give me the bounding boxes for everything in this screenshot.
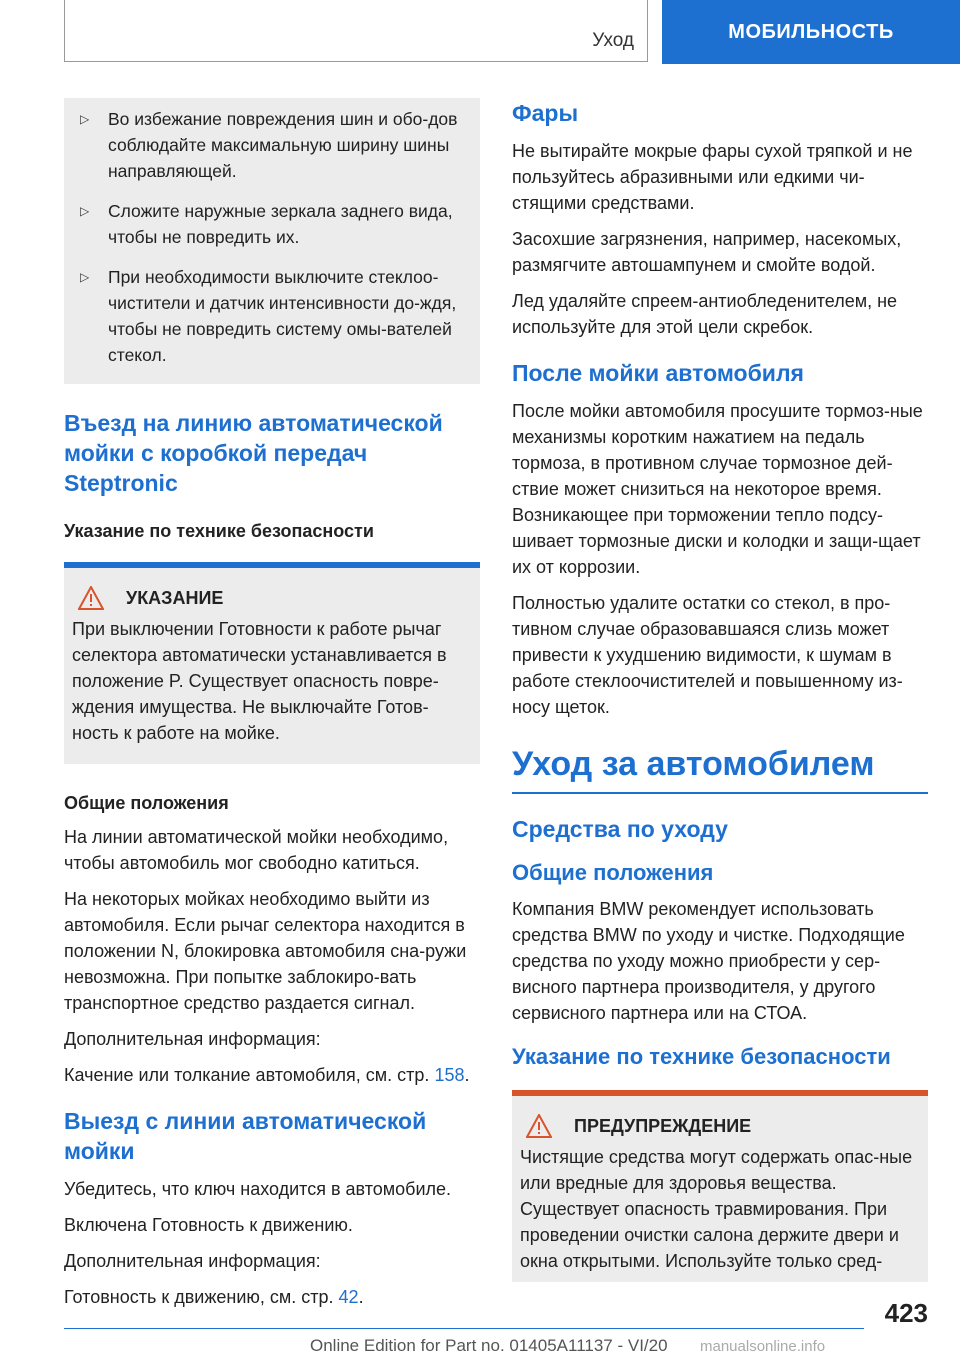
warning-triangle-icon — [526, 1114, 552, 1138]
bullet-box — [64, 98, 480, 384]
footer-brand-watermark: manualsonline.info — [700, 1338, 826, 1355]
section-heading-headlights: Фары — [512, 100, 579, 126]
warning-box — [512, 1096, 928, 1282]
page-number: 423 — [884, 1298, 928, 1328]
warning-title — [520, 1114, 920, 1138]
warning-title-text: ПРЕДУПРЕЖДЕНИЕ — [574, 1115, 752, 1136]
paragraph: Включена Готовность к движению. — [64, 1215, 353, 1235]
paragraph: На линии автоматической мойки необходимо, чтобы автомобиль мог свободно катиться. — [64, 827, 449, 873]
paragraph: Убедитесь, что ключ находится в автомобиле. — [64, 1179, 452, 1199]
header-chapter-tab[interactable]: МОБИЛЬНОСТЬ — [662, 0, 960, 64]
header-section-title: Уход — [592, 30, 634, 51]
subheading-general-right: Общие положения — [512, 860, 714, 885]
paragraph: Не вытирайте мокрые фары сухой тряпкой и не пользуйтесь абразивными или едкими чи-стящими средствами. — [512, 141, 913, 213]
notice-box — [64, 568, 480, 764]
paragraph-rolling: Качение или толкание автомобиля, см. стр. 158. — [64, 1065, 470, 1085]
paragraph: Дополнительная информация: — [64, 1251, 321, 1271]
section-heading-entry: Въезд на линию автоматической мойки с коробкой передач Steptronic — [64, 410, 443, 496]
section-heading-care-means: Средства по уходу — [512, 816, 728, 842]
header-left — [64, 0, 648, 62]
triangle-bullet-icon: ▷ — [80, 204, 90, 218]
page-link-158[interactable]: 158 — [434, 1065, 465, 1085]
subheading-safety: Указание по технике безопасности — [64, 521, 374, 541]
triangle-bullet-icon: ▷ — [80, 270, 90, 284]
paragraph: После мойки автомобиля просушите тормоз-ные механизмы коротким нажатием на педаль тормоза, в противном случае тормозное дей-ствие может снизиться на некоторое время. Возникающее при торможении тепло подсу-шивает тормозные диски и колодки и защи-щает их от коррозии. — [512, 401, 923, 577]
rolling-text: Качение или толкание автомобиля, см. стр. — [64, 1065, 430, 1085]
list-item — [80, 106, 464, 184]
paragraph: Дополнительная информация: — [64, 1029, 321, 1049]
list-item — [80, 264, 464, 368]
footer-divider — [64, 1328, 864, 1329]
left-column — [64, 98, 480, 1320]
notice-text: При выключении Готовности к работе рычаг селектора автоматически устанавливается в положение P. Существует опасность повре-ждения имущества. Не выключайте Готов-ность к работе на мойке. — [72, 619, 447, 743]
list-item-text: Во избежание повреждения шин и обо-дов соблюдайте максимальную ширину шины направляющей. — [108, 109, 458, 181]
list-item-text: Сложите наружные зеркала заднего вида, чтобы не повредить их. — [108, 201, 453, 247]
notice-title — [72, 586, 472, 610]
paragraph-ready: Готовность к движению, см. стр. 42. — [64, 1287, 364, 1307]
paragraph: Лед удаляйте спреем-антиобледенителем, не используйте для этой цели скребок. — [512, 291, 898, 337]
paragraph: Компания BMW рекомендует использовать средства BMW по уходу и чистке. Подходящие средства по уходу можно приобрести у сер-висного партнера производителя, у другого сервисного партнера или на СТОА. — [512, 899, 905, 1023]
right-column — [512, 98, 928, 1282]
paragraph: Полностью удалите остатки со стекол, в про-тивном случае образовавшаяся слизь может привести к ухудшению видимости, к шумам в работе стеклоочистителей и повышенному из-носу щеток. — [512, 593, 903, 717]
section-heading-exit: Выезд с линии автоматической мойки — [64, 1108, 427, 1164]
triangle-bullet-icon: ▷ — [80, 112, 90, 126]
subheading-general: Общие положения — [64, 793, 229, 813]
chapter-heading-care: Уход за автомобилем — [512, 744, 928, 794]
warning-triangle-icon — [78, 586, 104, 610]
paragraph: На некоторых мойках необходимо выйти из автомобиля. Если рычаг селектора находится в положении N, блокировка автомобиля сна-ружи невозможна. При попытке заблокиро-вать транспортное средство раздается сигнал. — [64, 889, 467, 1013]
subheading-safety-right: Указание по технике безопасности — [512, 1044, 891, 1069]
notice-title-text: УКАЗАНИЕ — [126, 587, 224, 608]
paragraph: Засохшие загрязнения, например, насекомых, размягчите автошампунем и смойте водой. — [512, 229, 902, 275]
warning-text: Чистящие средства могут содержать опас-ные или вредные для здоровья вещества. Существует опасность травмирования. При проведении очистки салона держите двери и окна открытыми. Используйте только сред- — [520, 1147, 913, 1271]
list-item — [80, 198, 464, 250]
ready-text: Готовность к движению, см. стр. — [64, 1287, 334, 1307]
page-link-42[interactable]: 42 — [338, 1287, 359, 1307]
section-heading-after-wash: После мойки автомобиля — [512, 360, 804, 386]
footer-edition: Online Edition for Part no. 01405A11137 - VI/20 — [310, 1336, 668, 1355]
list-item-text: При необходимости выключите стеклоо-чистители и датчик интенсивности до-ждя, чтобы не повредить систему омы-вателей стекол. — [108, 267, 457, 365]
